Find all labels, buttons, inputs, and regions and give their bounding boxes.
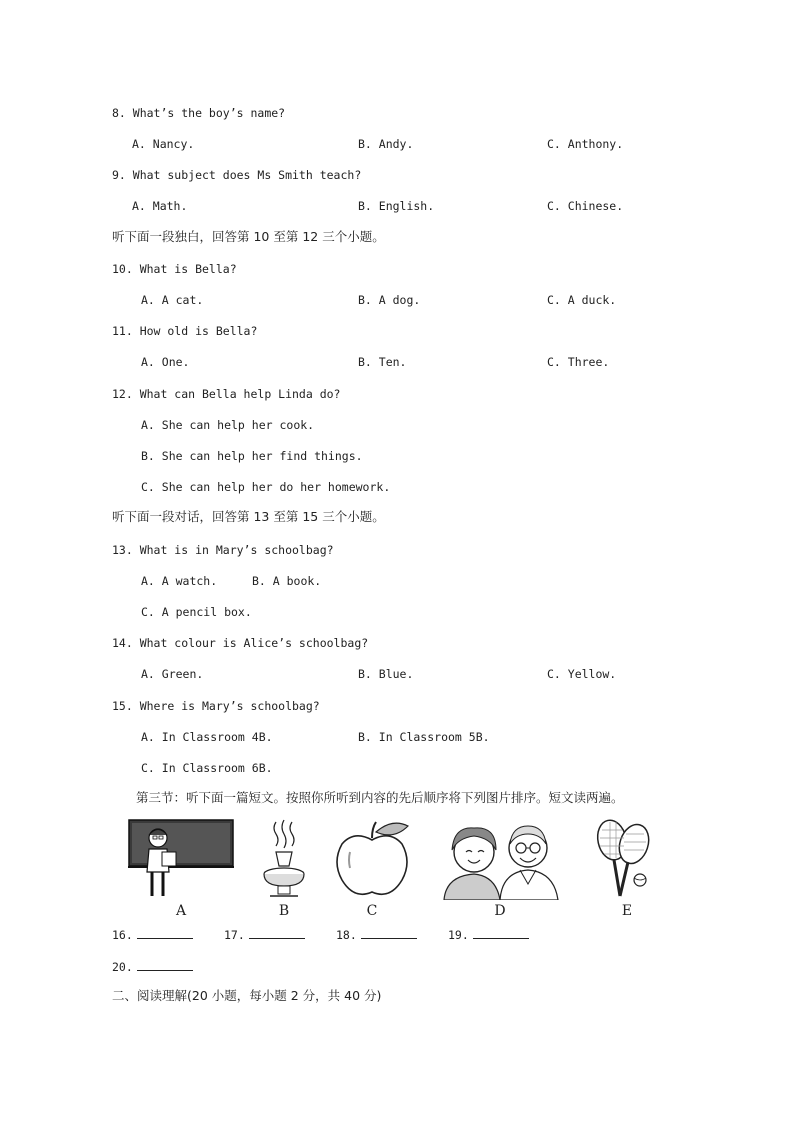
- q8-option-c: C. Anthony.: [547, 137, 624, 151]
- picture-label-c: C: [366, 903, 378, 919]
- answer-blank-20[interactable]: [112, 958, 193, 975]
- picture-label-d: D: [494, 903, 506, 919]
- q14-option-b: B. Blue.: [358, 667, 414, 681]
- picture-label-b: B: [278, 903, 290, 919]
- grandparents-icon: [440, 820, 562, 900]
- answer-blank-16[interactable]: [112, 926, 193, 943]
- q11-option-a: A. One.: [141, 355, 190, 369]
- q8-stem: 8. What’s the boy’s name?: [112, 106, 286, 120]
- q15-option-b: B. In Classroom 5B.: [358, 730, 490, 744]
- q12-option-a: A. She can help her cook.: [141, 418, 315, 432]
- q8-option-a: A. Nancy.: [132, 137, 195, 151]
- q14-option-a: A. Green.: [141, 667, 204, 681]
- q14-stem: 14. What colour is Alice’s schoolbag?: [112, 636, 369, 650]
- q9-option-b: B. English.: [358, 199, 435, 213]
- q11-option-c: C. Three.: [547, 355, 610, 369]
- q9-option-a: A. Math.: [132, 199, 188, 213]
- q14-option-c: C. Yellow.: [547, 667, 617, 681]
- instruction-10-12: 听下面一段独白，回答第 10 至第 12 三个小题。: [112, 229, 385, 244]
- q13-stem: 13. What is in Mary’s schoolbag?: [112, 543, 334, 557]
- q15-option-c: C. In Classroom 6B.: [141, 761, 273, 775]
- answer-blank-18[interactable]: [336, 926, 417, 943]
- q15-stem: 15. Where is Mary’s schoolbag?: [112, 699, 320, 713]
- q10-option-a: A. A cat.: [141, 293, 204, 307]
- blank-number-17: 17.: [224, 928, 245, 942]
- q8-option-b: B. Andy.: [358, 137, 414, 151]
- blank-number-18: 18.: [336, 928, 357, 942]
- blank-number-16: 16.: [112, 928, 133, 942]
- section-3-instruction: 第三节：听下面一篇短文。按照你所听到内容的先后顺序将下列图片排序。短文读两遍。: [136, 790, 624, 805]
- blank-number-20: 20.: [112, 960, 133, 974]
- q12-option-c: C. She can help her do her homework.: [141, 480, 391, 494]
- q13-option-c: C. A pencil box.: [141, 605, 252, 619]
- answer-blank-19[interactable]: [448, 926, 529, 943]
- q15-option-a: A. In Classroom 4B.: [141, 730, 273, 744]
- q10-option-c: C. A duck.: [547, 293, 617, 307]
- teacher-at-blackboard-icon: [128, 818, 234, 898]
- hotpot-icon: [258, 818, 310, 898]
- picture-label-e: E: [621, 903, 633, 919]
- apple-icon: [334, 818, 410, 900]
- picture-label-a: A: [175, 903, 187, 919]
- q13-option-b: B. A book.: [252, 574, 322, 588]
- q11-stem: 11. How old is Bella?: [112, 324, 258, 338]
- q9-stem: 9. What subject does Ms Smith teach?: [112, 168, 362, 182]
- answer-blank-17[interactable]: [224, 926, 305, 943]
- q9-option-c: C. Chinese.: [547, 199, 624, 213]
- instruction-13-15: 听下面一段对话，回答第 13 至第 15 三个小题。: [112, 509, 385, 524]
- q10-option-b: B. A dog.: [358, 293, 421, 307]
- q11-option-b: B. Ten.: [358, 355, 407, 369]
- q12-stem: 12. What can Bella help Linda do?: [112, 387, 341, 401]
- tennis-rackets-icon: [590, 816, 660, 900]
- q12-option-b: B. She can help her find things.: [141, 449, 363, 463]
- q13-option-a: A. A watch.: [141, 574, 218, 588]
- q10-stem: 10. What is Bella?: [112, 262, 237, 276]
- part-2-heading: 二、阅读理解(20 小题，每小题 2 分，共 40 分): [112, 988, 382, 1003]
- blank-number-19: 19.: [448, 928, 469, 942]
